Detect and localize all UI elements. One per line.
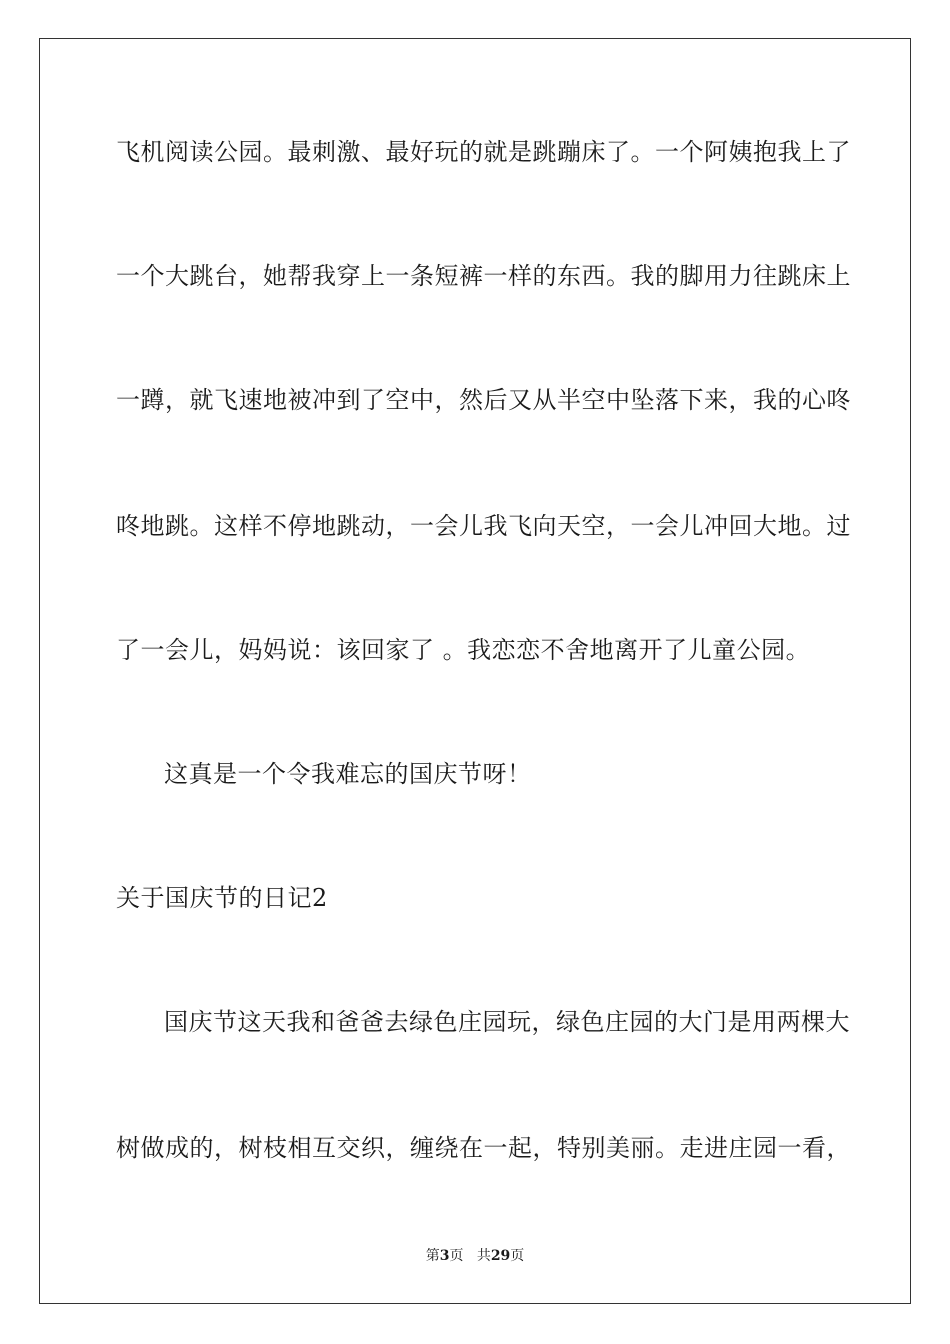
paragraph-line-1: 飞机阅读公园。最刺激、最好玩的就是跳蹦床了。一个阿姨抱我上了: [116, 138, 851, 166]
paragraph-line-5: 了一会儿，妈妈说：该回家了 。我恋恋不舍地离开了儿童公园。: [116, 636, 811, 664]
section-heading: 关于国庆节的日记2: [116, 884, 328, 912]
paragraph-line-6: 国庆节这天我和爸爸去绿色庄园玩，绿色庄园的大门是用两棵大: [164, 1008, 850, 1036]
total-suffix: 页: [510, 1248, 525, 1264]
paragraph-line-7: 树做成的，树枝相互交织，缠绕在一起，特别美丽。走进庄园一看，: [116, 1134, 851, 1162]
total-prefix: 共: [476, 1248, 491, 1264]
page-suffix: 页: [449, 1248, 464, 1264]
closing-sentence: 这真是一个令我难忘的国庆节呀！: [164, 760, 532, 788]
page-number: 3: [439, 1248, 450, 1264]
paragraph-line-4: 咚地跳。这样不停地跳动，一会儿我飞向天空，一会儿冲回大地。过: [116, 512, 851, 540]
paragraph-line-3: 一蹲，就飞速地被冲到了空中，然后又从半空中坠落下来，我的心咚: [116, 386, 851, 414]
page-frame: [39, 38, 911, 1304]
paragraph-line-2: 一个大跳台，她帮我穿上一条短裤一样的东西。我的脚用力往跳床上: [116, 262, 851, 290]
page-prefix: 第: [425, 1248, 440, 1264]
total-pages: 29: [490, 1248, 511, 1264]
page-footer: [0, 1246, 950, 1266]
